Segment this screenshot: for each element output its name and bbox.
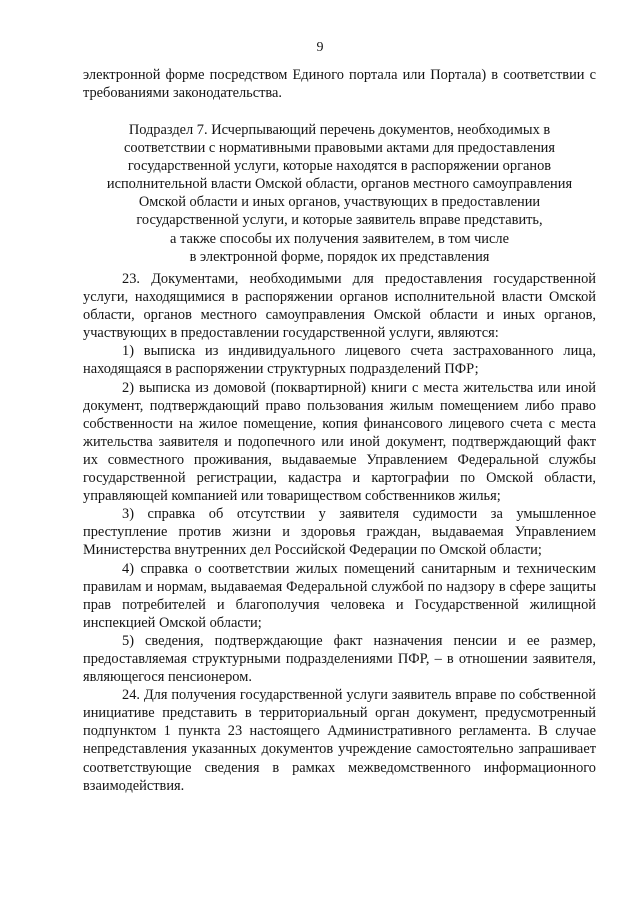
paragraph-23: 23. Документами, необходимыми для предоставления государственной услуги, находящимися в распоряжении органов исполнительной власти Омской области, органов местного самоуправления Омской области и иных органов, участвующих в предоставлении государственной услуги, являются: (83, 271, 596, 342)
paragraph-24: 24. Для получения государственной услуги заявитель вправе по собственной инициативе представить в территориальный орган документ, предусмотренный подпунктом 1 пункта 23 настоящего Административного регламента. В случае непредставления указанных документов учреждение самостоятельно запрашивает соответствующие сведения в рамках межведомственного информационного взаимодействия. (83, 687, 596, 794)
heading-line: исполнительной власти Омской области, органов местного самоуправления (106, 176, 573, 193)
list-item-4: 4) справка о соответствии жилых помещений санитарным и техническим правилам и нормам, выдаваемая Федеральной службой по надзору в сфере защиты прав потребителей и благополучия человека и Государственной жилищной инспекцией Омской области; (83, 560, 596, 631)
heading-line: Омской области и иных органов, участвующих в предоставлении (138, 194, 541, 211)
list-item-2: 2) выписка из домовой (поквартирной) книги с места жительства или иной документ, подтверждающий право пользования жилым помещением либо право собственности на жилое помещение, копия финансового лицевого счета с места жительства заявителя и подопечного или иной документ, подтверждающий факт их совместного проживания, выдаваемые Управлением Федеральной службы государственной регистрации, кадастра и картографии по Омской области, управляющей компанией или товариществом собственников жилья; (83, 379, 596, 505)
list-item-3: 3) справка об отсутствии у заявителя судимости за умышленное преступление против жизни и здоровья граждан, выдаваемая Управлением Министерства внутренних дел Российской Федерации по Омской области; (83, 506, 596, 559)
intro-continuation (83, 66, 596, 102)
heading-line: а также способы их получения заявителем, в том числе (170, 230, 509, 247)
heading-line: соответствии с нормативными правовыми актами для предоставления (124, 140, 555, 157)
subsection-heading (83, 121, 596, 266)
heading-line: государственной услуги, и которые заявитель вправе представить, (136, 212, 543, 229)
page-number: 9 (316, 40, 324, 55)
intro-paragraph: электронной форме посредством Единого портала или Портала) в соответствии с требованиями законодательства. (83, 67, 596, 102)
list-item-5: 5) сведения, подтверждающие факт назначения пенсии и ее размер, предоставляемая структурными подразделениями ПФР, – в отношении заявителя, являющегося пенсионером. (83, 632, 596, 686)
heading-line: государственной услуги, которые находятся в распоряжении органов (127, 158, 552, 175)
heading-line: в электронной форме, порядок их представления (189, 248, 490, 265)
list-item-1: 1) выписка из индивидуального лицевого счета застрахованного лица, находящаяся в распоряжении структурных подразделений ПФР; (83, 343, 596, 378)
main-text (83, 270, 596, 795)
heading-line: Подраздел 7. Исчерпывающий перечень документов, необходимых в (128, 122, 551, 138)
